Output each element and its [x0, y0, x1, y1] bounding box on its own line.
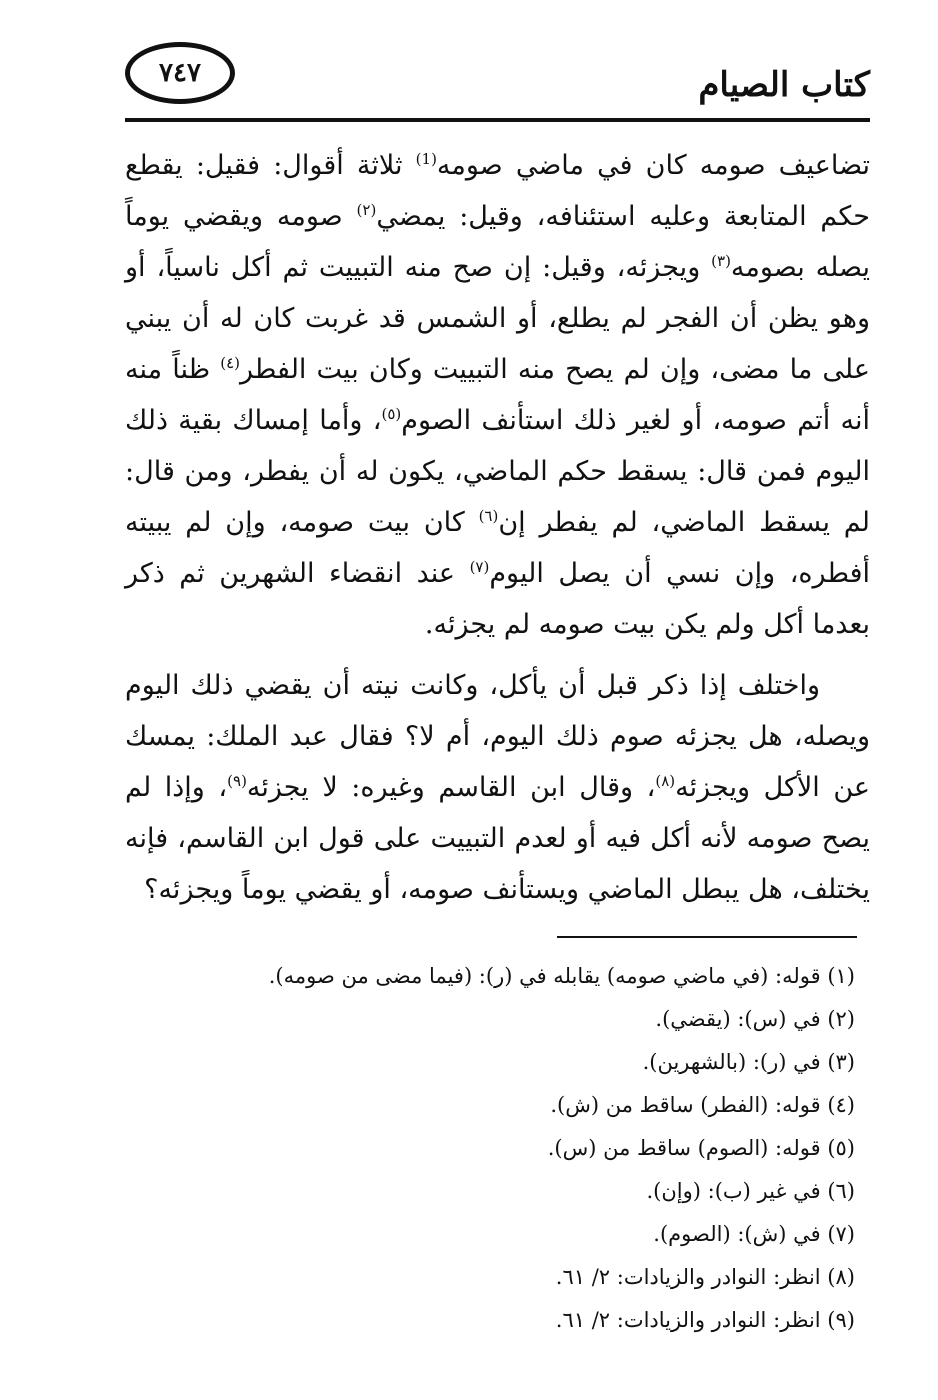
text-run: واختلف إذا ذكر قبل أن يأكل، وكانت نيته أن يقضي ذلك اليوم ويصله، هل يجزئه صوم ذلك اليوم، أم لا؟ فقال عبد الملك: يمسك عن الأكل ويجزئه: [125, 670, 871, 803]
page-header: [125, 40, 870, 125]
footnote: (٥) قوله: (الصوم) ساقط من (س).: [547, 1136, 855, 1160]
text-run: كان بيت صومه، وإن لم يبيته أفطره، وإن نسي أن يصل اليوم: [125, 507, 871, 589]
footnote: (٣) في (ر): (بالشهرين).: [642, 1050, 855, 1074]
text-run: ، وأما إمساك بقية ذلك اليوم فمن قال: يسقط حكم الماضي، يكون له أن يفطر، ومن قال: لم يسقط الماضي، لم يفطر إن: [125, 405, 871, 538]
footnote-marker: (٦): [478, 507, 499, 525]
paragraph: [125, 660, 870, 915]
footnote-marker: (٢): [356, 201, 377, 219]
footnote-marker: (٧): [469, 558, 490, 576]
footnote-marker: (٤): [220, 354, 240, 372]
footnote-marker: (٥): [381, 405, 402, 423]
footnote: (٧) في (ش): (الصوم).: [653, 1222, 855, 1246]
footnote-marker: (٣): [711, 252, 731, 270]
footnote-marker: (٩): [227, 772, 247, 790]
text-run: تضاعيف صومه كان في ماضي صومه: [436, 150, 870, 181]
footnote-marker: (٨): [655, 772, 676, 790]
text-run: ، وقال ابن القاسم وغيره: لا يجزئه: [246, 772, 656, 803]
footnote-separator: [557, 936, 857, 938]
footnotes: [268, 955, 855, 1342]
footnote: (٢) في (س): (يقضي).: [655, 1007, 855, 1031]
footnote: (١) قوله: (في ماضي صومه) يقابله في (ر): (فيما مضى من صومه).: [268, 964, 855, 988]
text-run: عند انقضاء الشهرين ثم ذكر بعدما أكل ولم يكن بيت صومه لم يجزئه.: [125, 558, 870, 640]
header-rule: [125, 118, 870, 122]
text-run: ثلاثة أقوال: فقيل: يقطع حكم المتابعة وعليه استئنافه، وقيل: يمضي: [125, 150, 870, 232]
text-run: ويجزئه، وقيل: إن صح منه التبييت ثم أكل ناسياً، أو وهو يظن أن الفجر لم يطلع، أو الشمس قد غربت كان له أن يبني على ما مضى، وإن لم يصح منه التبييت وكان بيت الفطر: [125, 252, 870, 385]
book-title: كتاب الصيام: [698, 65, 870, 105]
text-run: ، وإذا لم يصح صومه لأنه أكل فيه أو لعدم التبييت على قول ابن القاسم، فإنه يختلف، هل يبطل الماضي ويستأنف صومه، أو يقضي يوماً ويجزئه؟: [125, 772, 870, 905]
footnote-marker: (1): [415, 150, 437, 168]
body-text: [125, 140, 870, 925]
page-number: ٧٤٧: [125, 42, 235, 104]
paragraph: [125, 140, 870, 650]
text-run: ظناً منه أنه أتم صومه، أو لغير ذلك استأنف الصوم: [125, 354, 870, 436]
footnote: (٨) انظر: النوادر والزيادات: ٢/ ٦١.: [555, 1265, 855, 1289]
footnote: (٤) قوله: (الفطر) ساقط من (ش).: [550, 1093, 855, 1117]
footnote: (٦) في غير (ب): (وإن).: [646, 1179, 855, 1203]
text-run: صومه ويقضي يوماً يصله بصومه: [125, 201, 870, 283]
footnote: (٩) انظر: النوادر والزيادات: ٢/ ٦١.: [555, 1308, 855, 1332]
